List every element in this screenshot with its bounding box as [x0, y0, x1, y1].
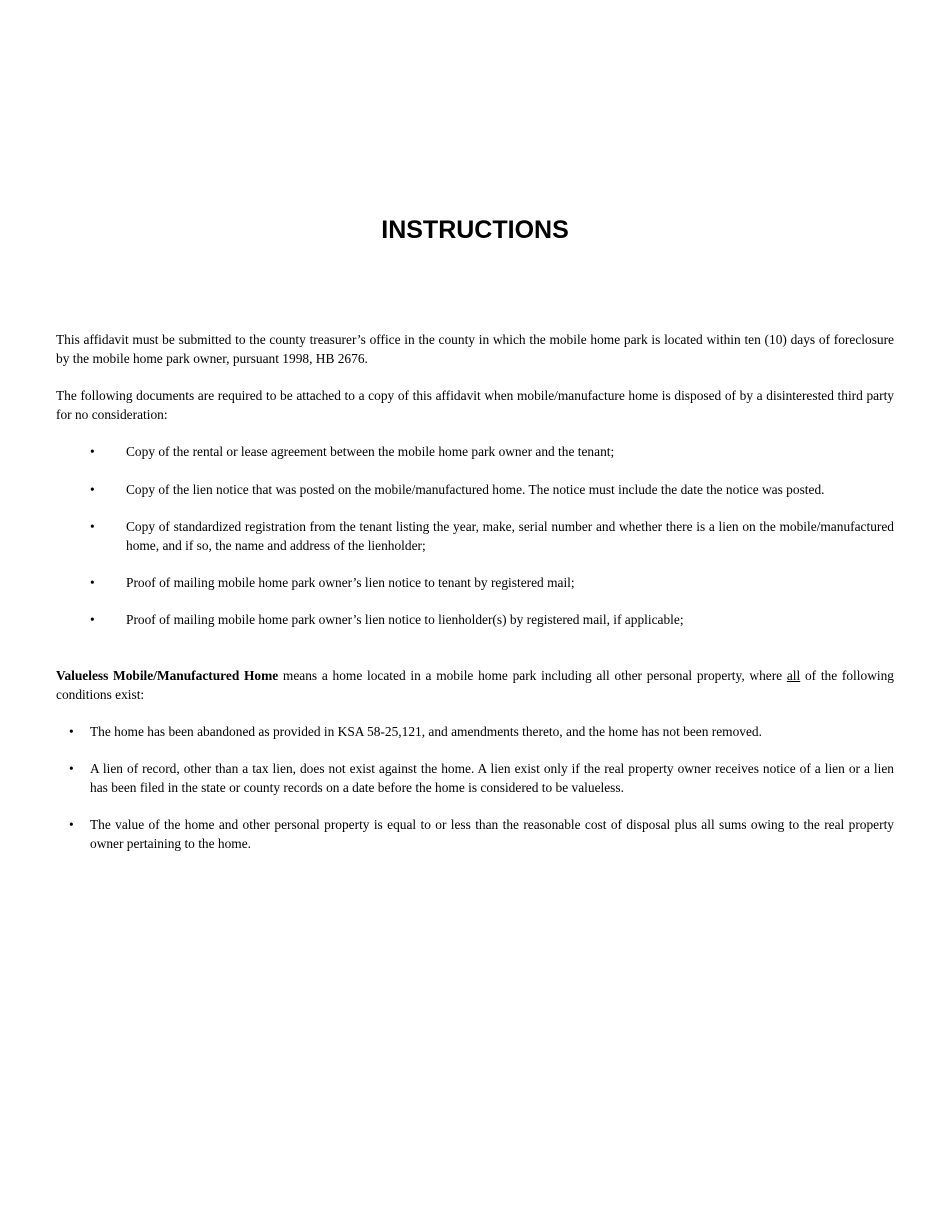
bullet-icon: •: [69, 761, 74, 776]
page-title: INSTRUCTIONS: [381, 216, 569, 244]
bullet-icon: •: [69, 724, 74, 739]
defined-term: Valueless Mobile/Manufactured Home: [56, 668, 279, 683]
definition-paragraph: [56, 667, 894, 704]
intro-paragraph-1: This affidavit must be submitted to the county treasurer’s office in the county in which the mobile home park is located within ten (10) days of foreclosure by the mobile home park owner, pursuant 1998, HB 2676.: [56, 332, 894, 366]
list-item-text: Proof of mailing mobile home park owner’s lien notice to lienholder(s) by registered mail, if applicable;: [126, 612, 684, 627]
bullet-icon: •: [90, 575, 95, 590]
intro-paragraph-2: The following documents are required to be attached to a copy of this affidavit when mobile/manufacture home is disposed of by a disinterested third party for no consideration:: [56, 388, 894, 422]
bullet-icon: •: [69, 817, 74, 832]
bullet-icon: •: [90, 612, 95, 627]
bullet-icon: •: [90, 519, 95, 534]
list-item-text: Copy of the lien notice that was posted on the mobile/manufactured home. The notice must include the date the notice was posted.: [126, 482, 825, 497]
list-item-text: Copy of the rental or lease agreement between the mobile home park owner and the tenant;: [126, 444, 615, 459]
bullet-icon: •: [90, 482, 95, 497]
definition-text-before: means a home located in a mobile home park including all other personal property, where: [278, 668, 787, 683]
list-item-text: A lien of record, other than a tax lien, does not exist against the home. A lien exist only if the real property owner receives notice of a lien or a lien has been filed in the state or county records on a date before the home is considered to be valueless.: [90, 761, 894, 795]
definition-text-after: of the following conditions exist:: [56, 668, 894, 702]
emphasis-all: all: [786, 668, 801, 683]
list-item-text: The home has been abandoned as provided in KSA 58-25,121, and amendments thereto, and the home has not been removed.: [90, 724, 762, 739]
list-item-text: Proof of mailing mobile home park owner’s lien notice to tenant by registered mail;: [126, 575, 575, 590]
bullet-icon: •: [90, 444, 95, 459]
list-item-text: Copy of standardized registration from the tenant listing the year, make, serial number and whether there is a lien on the mobile/manufactured home, and if so, the name and address of the lienholder;: [126, 519, 894, 553]
list-item-text: The value of the home and other personal property is equal to or less than the reasonable cost of disposal plus all sums owing to the real property owner pertaining to the home.: [90, 817, 894, 851]
